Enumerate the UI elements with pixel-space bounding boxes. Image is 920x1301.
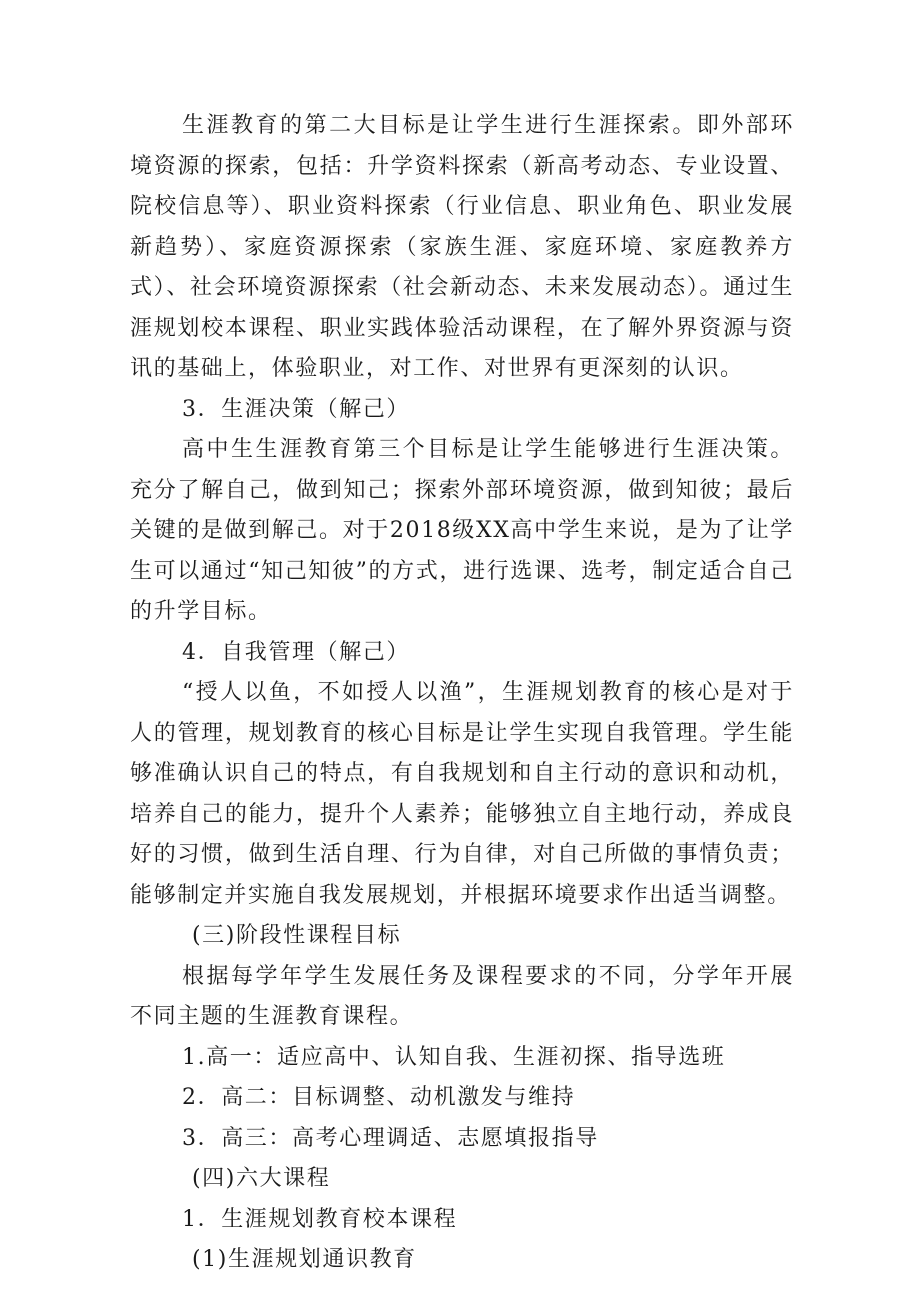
list-item-grade-three: 3．高三：高考心理调适、志愿填报指导: [182, 1125, 599, 1151]
document-page: [130, 106, 794, 1281]
list-item-grade-one: 1.高一：适应高中、认知自我、生涯初探、指导选班: [182, 1044, 726, 1070]
heading-self-management: 4．自我管理（解己）: [182, 639, 410, 665]
heading-career-decision: 3．生涯决策（解己）: [182, 396, 410, 422]
heading-six-courses: (四)六大课程: [192, 1166, 331, 1191]
heading-stage-goals: (三)阶段性课程目标: [192, 923, 402, 948]
paragraph-career-exploration: 生涯教育的第二大目标是让学生进行生涯探索。即外部环境资源的探索，包括：升学资料探索（新高考动态、专业设置、院校信息等）、职业资料探索（行业信息、职业角色、职业发展新趋势）、家庭资源探索（家族生涯、家庭环境、家庭教养方式）、社会环境资源探索（社会新动态、未来发展动态）。通过生涯规划校本课程、职业实践体验活动课程，在了解外界资源与资讯的基础上，体验职业，对工作、对世界有更深刻的认识。: [130, 113, 794, 381]
list-item-grade-two: 2．高二：目标调整、动机激发与维持: [182, 1085, 576, 1110]
heading-school-based-course: 1．生涯规划教育校本课程: [182, 1206, 458, 1232]
paragraph-career-decision: 高中生生涯教育第三个目标是让学生能够进行生涯决策。充分了解自己，做到知己；探索外部环境资源，做到知彼；最后关键的是做到解己。对于2018级XX高中学生来说，是为了让学生可以通过“知己知彼”的方式，进行选课、选考，制定适合自己的升学目标。: [130, 437, 794, 624]
heading-general-education: (1)生涯规划通识教育: [192, 1247, 417, 1272]
paragraph-stage-goals: 根据每学年学生发展任务及课程要求的不同，分学年开展不同主题的生涯教育课程。: [130, 963, 794, 1029]
paragraph-self-management: “授人以鱼，不如授人以渔”，生涯规划教育的核心是对于人的管理，规划教育的核心目标是让学生实现自我管理。学生能够准确认识自己的特点，有自我规划和自主行动的意识和动机，培养自己的能力，提升个人素养；能够独立自主地行动，养成良好的习惯，做到生活自理、行为自律，对自己所做的事情负责；能够制定并实施自我发展规划，并根据环境要求作出适当调整。: [130, 680, 794, 908]
